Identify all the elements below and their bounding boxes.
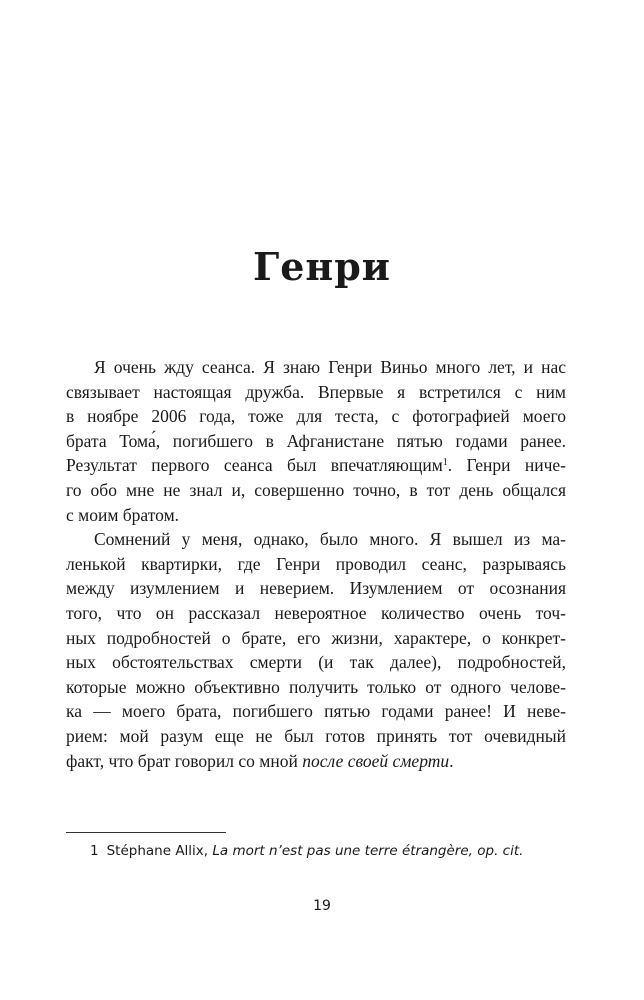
footnote-divider [66,832,226,833]
paragraph-1-line-7: с моим братом. [66,504,180,525]
paragraph-1-line-6: го обо мне не знал и, совершенно точно, в тот день общался [66,479,566,500]
body-text [66,355,566,773]
footnote [90,843,523,859]
paragraph-1-line-4: брата Тома́, погибшего в Афганистане пятью годами ранее. [66,430,566,451]
paragraph-2-line-1: Сомнений у меня, однако, было много. Я вышел из ма- [94,529,566,550]
paragraph-2-line-5: ных подробностей о брате, его жизни, характере, о конкрет- [66,627,566,648]
paragraph-2-line-9: рием: мой разум еще не был готов принять тот очевидный [66,725,566,746]
paragraph-2-line-4: того, что он рассказал невероятное количество очень точ- [66,602,566,623]
paragraph-2-line-7: которые можно объективно получить только от одного челове- [66,676,566,697]
paragraph-1-line-5-text: Результат первого сеанса был впечатляющим [66,455,443,476]
footnote-marker[interactable]: 1 [442,457,448,469]
page-number: 19 [313,898,331,914]
footnote-author: Stéphane Allix, [106,843,213,859]
paragraph-2-line-10-end: . [449,750,454,771]
emphasis-text: после своей смерти [302,750,450,771]
paragraph-2-line-2: ленькой квартирки, где Генри проводил сеанс, разрываясь [66,553,566,574]
paragraph-2-line-8: ка — моего брата, погибшего пятью годами ранее! И невe- [66,701,566,722]
paragraph-1-line-5 [66,453,566,478]
paragraph-1-line-5-rest: . Генри ниче- [447,455,566,476]
paragraph-2-line-6: ных обстоятельствах смерти (и так далее), подробностей, [66,652,566,673]
footnote-title: La mort n’est pas une terre étrangère, op. cit. [212,843,524,859]
paragraph-1-line-2: связывает настоящая дружба. Впервые я встретился с ним [66,381,566,402]
chapter-title: Генри [253,244,391,289]
paragraph-2-line-10-text: факт, что брат говорил со мной [66,750,303,771]
footnote-number: 1 [90,843,99,859]
paragraph-1-line-3: в ноябре 2006 года, тоже для теста, с фотографией моего [66,406,566,427]
paragraph-2-line-3: между изумлением и неверием. Изумлением от осознания [66,578,566,599]
paragraph-1-line-1: Я очень жду сеанса. Я знаю Генри Виньо много лет, и нас [94,357,566,377]
paragraph-2-line-10 [66,749,566,774]
